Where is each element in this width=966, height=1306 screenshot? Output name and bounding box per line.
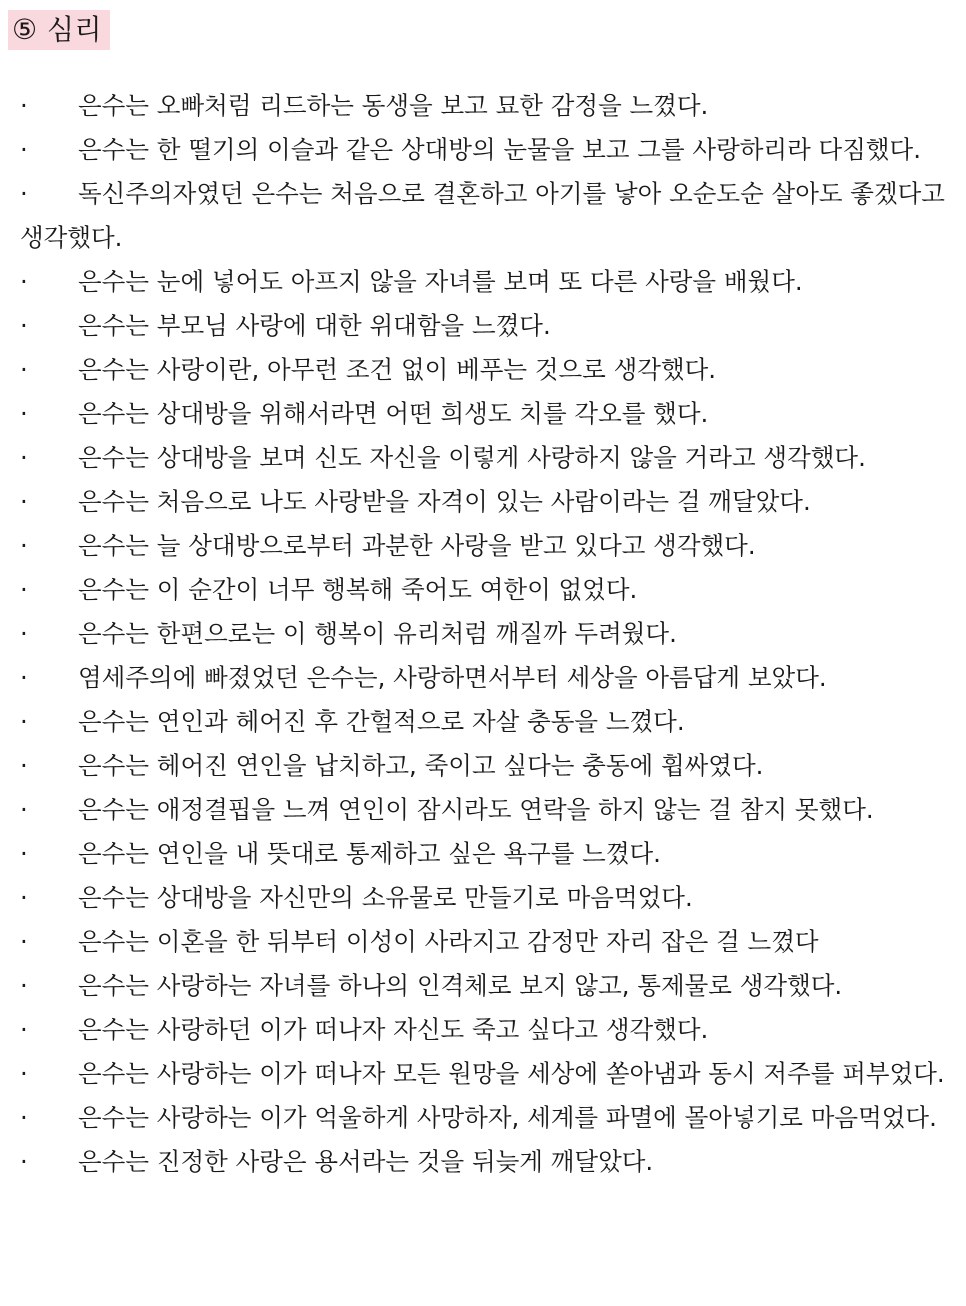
list-item bbox=[20, 832, 956, 876]
bullet-icon: · bbox=[20, 1059, 28, 1088]
list-item-text: 은수는 애정결핍을 느껴 연인이 잠시라도 연락을 하지 않는 걸 참지 못했다. bbox=[78, 795, 874, 824]
list-item-text: 은수는 상대방을 보며 신도 자신을 이렇게 사랑하지 않을 거라고 생각했다. bbox=[78, 443, 866, 472]
list-item-text: 은수는 연인과 헤어진 후 간헐적으로 자살 충동을 느꼈다. bbox=[78, 707, 685, 736]
psychology-list bbox=[20, 84, 956, 1184]
list-item bbox=[20, 480, 956, 524]
list-item-text: 은수는 부모님 사랑에 대한 위대함을 느꼈다. bbox=[78, 311, 551, 340]
bullet-icon: · bbox=[20, 1103, 28, 1132]
list-item-text: 은수는 한편으로는 이 행복이 유리처럼 깨질까 두려웠다. bbox=[78, 619, 677, 648]
list-item-text: 염세주의에 빠졌었던 은수는, 사랑하면서부터 세상을 아름답게 보았다. bbox=[78, 663, 827, 692]
list-item-text: 은수는 늘 상대방으로부터 과분한 사랑을 받고 있다고 생각했다. bbox=[78, 531, 756, 560]
bullet-icon: · bbox=[20, 311, 28, 340]
bullet-icon: · bbox=[20, 839, 28, 868]
list-item bbox=[20, 1052, 956, 1096]
section-title: ⑤ 심리 bbox=[8, 10, 110, 50]
list-item-text: 독신주의자였던 은수는 처음으로 결혼하고 아기를 낳아 오순도순 살아도 좋겠다고 생각했다. bbox=[20, 179, 945, 252]
list-item-text: 은수는 연인을 내 뜻대로 통제하고 싶은 욕구를 느꼈다. bbox=[78, 839, 661, 868]
list-item bbox=[20, 392, 956, 436]
bullet-icon: · bbox=[20, 531, 28, 560]
list-item bbox=[20, 1140, 956, 1184]
list-item bbox=[20, 788, 956, 832]
list-item bbox=[20, 612, 956, 656]
bullet-icon: · bbox=[20, 619, 28, 648]
list-item-text: 은수는 눈에 넣어도 아프지 않을 자녀를 보며 또 다른 사랑을 배웠다. bbox=[78, 267, 803, 296]
list-item bbox=[20, 348, 956, 392]
list-item bbox=[20, 436, 956, 480]
list-item-text: 은수는 처음으로 나도 사랑받을 자격이 있는 사람이라는 걸 깨달았다. bbox=[78, 487, 811, 516]
bullet-icon: · bbox=[20, 135, 28, 164]
list-item-text: 은수는 오빠처럼 리드하는 동생을 보고 묘한 감정을 느꼈다. bbox=[78, 91, 709, 120]
list-item bbox=[20, 568, 956, 612]
list-item-text: 은수는 진정한 사랑은 용서라는 것을 뒤늦게 깨달았다. bbox=[78, 1147, 654, 1176]
bullet-icon: · bbox=[20, 267, 28, 296]
bullet-icon: · bbox=[20, 707, 28, 736]
bullet-icon: · bbox=[20, 1147, 28, 1176]
list-item-text: 은수는 사랑하는 이가 떠나자 모든 원망을 세상에 쏟아냄과 동시 저주를 퍼부었다. bbox=[78, 1059, 945, 1088]
bullet-icon: · bbox=[20, 663, 28, 692]
bullet-icon: · bbox=[20, 443, 28, 472]
list-item bbox=[20, 84, 956, 128]
bullet-icon: · bbox=[20, 179, 28, 208]
bullet-icon: · bbox=[20, 795, 28, 824]
list-item-text: 은수는 한 떨기의 이슬과 같은 상대방의 눈물을 보고 그를 사랑하리라 다짐했다. bbox=[78, 135, 922, 164]
list-item-text: 은수는 상대방을 자신만의 소유물로 만들기로 마음먹었다. bbox=[78, 883, 693, 912]
bullet-icon: · bbox=[20, 91, 28, 120]
list-item bbox=[20, 1008, 956, 1052]
list-item bbox=[20, 524, 956, 568]
bullet-icon: · bbox=[20, 927, 28, 956]
bullet-icon: · bbox=[20, 487, 28, 516]
list-item bbox=[20, 700, 956, 744]
bullet-icon: · bbox=[20, 1015, 28, 1044]
list-item bbox=[20, 260, 956, 304]
bullet-icon: · bbox=[20, 971, 28, 1000]
bullet-icon: · bbox=[20, 883, 28, 912]
list-item bbox=[20, 1096, 956, 1140]
list-item-text: 은수는 헤어진 연인을 납치하고, 죽이고 싶다는 충동에 휩싸였다. bbox=[78, 751, 764, 780]
list-item bbox=[20, 920, 956, 964]
list-item-text: 은수는 이혼을 한 뒤부터 이성이 사라지고 감정만 자리 잡은 걸 느꼈다 bbox=[78, 927, 819, 956]
bullet-icon: · bbox=[20, 575, 28, 604]
list-item-text: 은수는 사랑하는 자녀를 하나의 인격체로 보지 않고, 통제물로 생각했다. bbox=[78, 971, 843, 1000]
bullet-icon: · bbox=[20, 751, 28, 780]
list-item-text: 은수는 이 순간이 너무 행복해 죽어도 여한이 없었다. bbox=[78, 575, 638, 604]
list-item bbox=[20, 876, 956, 920]
list-item-text: 은수는 사랑이란, 아무런 조건 없이 베푸는 것으로 생각했다. bbox=[78, 355, 717, 384]
list-item bbox=[20, 656, 956, 700]
list-item-text: 은수는 상대방을 위해서라면 어떤 희생도 치를 각오를 했다. bbox=[78, 399, 709, 428]
list-item bbox=[20, 172, 956, 260]
list-item bbox=[20, 964, 956, 1008]
list-item-text: 은수는 사랑하던 이가 떠나자 자신도 죽고 싶다고 생각했다. bbox=[78, 1015, 709, 1044]
bullet-icon: · bbox=[20, 399, 28, 428]
list-item bbox=[20, 744, 956, 788]
bullet-icon: · bbox=[20, 355, 28, 384]
list-item-text: 은수는 사랑하는 이가 억울하게 사망하자, 세계를 파멸에 몰아넣기로 마음먹었다. bbox=[78, 1103, 937, 1132]
list-item bbox=[20, 304, 956, 348]
list-item bbox=[20, 128, 956, 172]
